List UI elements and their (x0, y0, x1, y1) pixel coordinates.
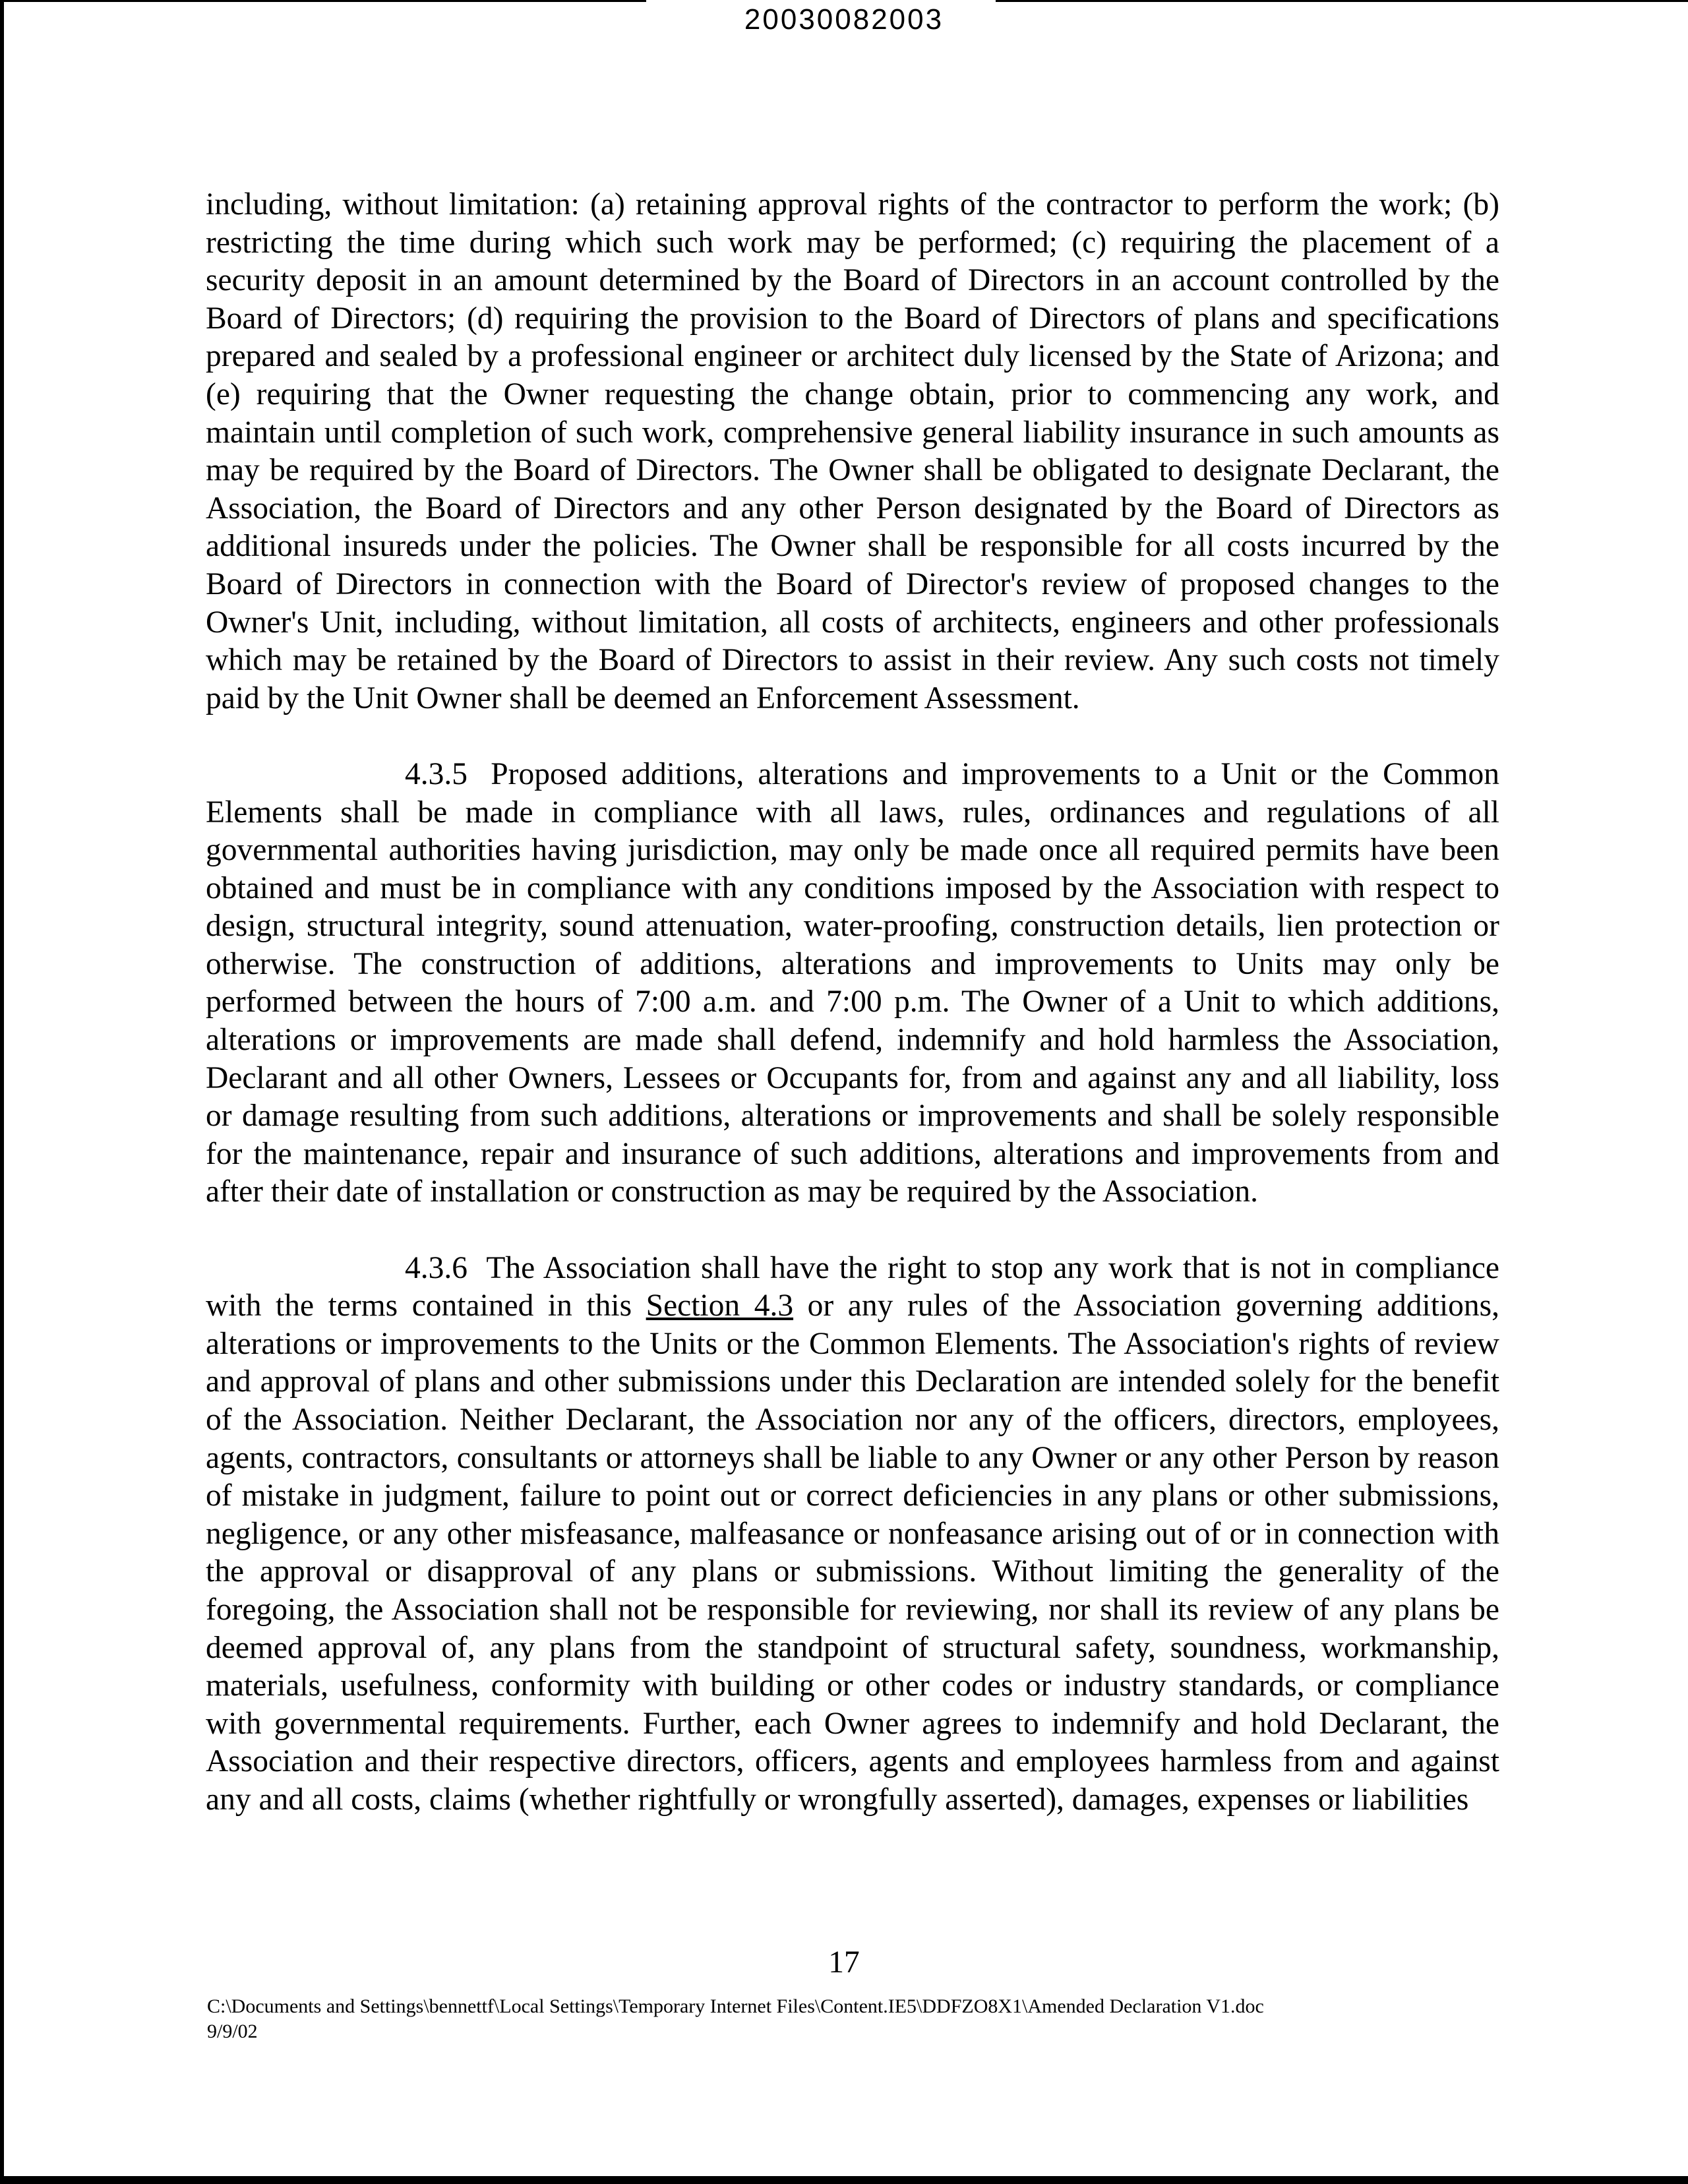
document-body (206, 186, 1499, 1857)
recording-number: 20030082003 (744, 3, 944, 36)
scan-edge-left (0, 0, 4, 2184)
footer-date: 9/9/02 (207, 2020, 258, 2042)
footer-file-path: C:\Documents and Settings\bennettf\Local Settings\Temporary Internet Files\Content.IE5\DDFZO8X1\Amended Declaration V1.doc (207, 1995, 1264, 2017)
paragraph-continuation: including, without limitation: (a) retaining approval rights of the contractor to perform the work; (b) restricting the time during which such work may be performed; (c) requiring the placement of a security deposit in an amount determined by the Board of Directors in an account controlled by the Board of Directors; (d) requiring the provision to the Board of Directors of plans and specifications prepared and sealed by a professional engineer or architect duly licensed by the State of Arizona; and (e) requiring that the Owner requesting the change obtain, prior to commencing any work, and maintain until completion of such work, comprehensive general liability insurance in such amounts as may be required by the Board of Directors. The Owner shall be obligated to designate Declarant, the Association, the Board of Directors and any other Person designated by the Board of Directors as additional insureds under the policies. The Owner shall be responsible for all costs incurred by the Board of Directors in connection with the Board of Director's review of proposed changes to the Owner's Unit, including, without limitation, all costs of architects, engineers and other professionals which may be retained by the Board of Directors to assist in their review. Any such costs not timely paid by the Unit Owner shall be deemed an Enforcement Assessment. (206, 187, 1499, 715)
section-text: Proposed additions, alterations and improvements to a Unit or the Common Elements shall be made in compliance with all laws, rules, ordinances and regulations of all governmental authorities having jurisdiction, may only be made once all required permits have been obtained and must be in compliance with any conditions imposed by the Association with respect to design, structural integrity, sound attenuation, water-proofing, construction details, lien protection or otherwise. The construction of additions, alterations and improvements to Units may only be performed between the hours of 7:00 a.m. and 7:00 p.m. The Owner of a Unit to which additions, alterations or improvements are made shall defend, indemnify and hold harmless the Association, Declarant and all other Owners, Lessees or Occupants for, from and against any and all liability, loss or damage resulting from such additions, alterations or improvements and shall be solely responsible for the maintenance, repair and insurance of such additions, alterations and improvements from and after their date of installation or construction as may be required by the Association. (206, 756, 1500, 1209)
section-number: 4.3.5 (405, 756, 467, 791)
scan-edge-bottom (0, 2176, 1688, 2184)
section-text-after-reference: or any rules of the Association governing additions, alterations or improvements to the Units or the Common Elements. The Association's rights of review and approval of plans and other submissions under this Declaration are intended solely for the benefit of the Association. Neither Declarant, the Association nor any of the officers, directors, employees, agents, contractors, consultants or attorneys shall be liable to any Owner or any other Person by reason of mistake in judgment, failure to point out or correct deficiencies in any plans or other submissions, negligence, or any other misfeasance, malfeasance or nonfeasance arising out of or in connection with the approval or disapproval of any plans or submissions. Without limiting the generality of the foregoing, the Association shall not be responsible for reviewing, nor shall its review of any plans be deemed approval of, any plans from the standpoint of structural safety, soundness, workmanship, materials, usefulness, conformity with building or other codes or industry standards, or compliance with governmental requirements. Further, each Owner agrees to indemnify and hold Declarant, the Association and their respective directors, officers, agents and employees harmless from and against any and all costs, claims (whether rightfully or wrongfully asserted), damages, expenses or liabilities (206, 1289, 1500, 1817)
section-reference: Section 4.3 (646, 1289, 794, 1323)
page-number: 17 (828, 1945, 860, 1980)
section-number: 4.3.6 (405, 1250, 467, 1285)
section-text-before-reference: The Association shall have the right to stop any work that is not in compliance with the terms contained in this (206, 1250, 1499, 1323)
section-4-3-6 (206, 1250, 1499, 1819)
section-4-3-5 (206, 756, 1499, 1211)
